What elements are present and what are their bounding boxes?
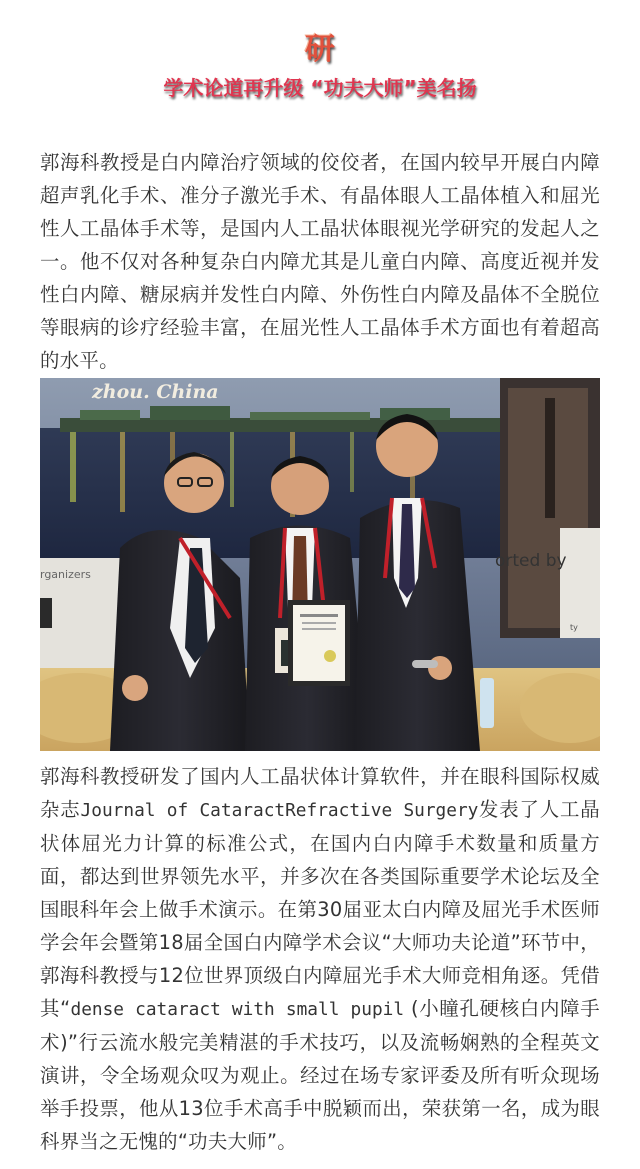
paragraph-achievement-part1: 郭海科教授研发了国内人工晶状体计算软件，并在眼科国际权威杂志 <box>40 765 600 821</box>
award-photo <box>40 378 600 751</box>
paragraph-intro: 郭海科教授是白内障治疗领域的佼佼者，在国内较早开展白内障超声乳化手术、准分子激光手术、有晶体眼人工晶体植入和屈光性人工晶体手术等，是国内人工晶状体眼视光学研究的发起人之一。他不仅对各种复杂白内障尤其是儿童白内障、高度近视并发性白内障、糖尿病并发性白内障、外伤性白内障及晶体不全脱位等眼病的诊疗经验丰富，在屈光性人工晶体手术方面也有着超高的水平。 <box>40 151 600 372</box>
paragraph-achievement-part3: (小瞳孔硬核白内障手术)”行云流水般完美精湛的手术技巧，以及流畅娴熟的全程英文演讲，令全场观众叹为观止。经过在场专家评委及所有听众现场举手投票，他从13位手术高手中脱颖而出，荣获第一名，成为眼科界当之无愧的“功夫大师”。 <box>40 997 600 1153</box>
supported-by-text: orted by <box>495 551 567 571</box>
surgery-english-title: dense cataract with small pupil <box>70 999 405 1020</box>
paragraph-achievement <box>40 760 600 1158</box>
banner-text: zhou. China <box>92 381 219 403</box>
banner-side-text: ty <box>570 623 578 632</box>
section-subtitle: 学术论道再升级 “功夫大师”美名扬 <box>163 76 477 100</box>
certificate <box>288 600 350 686</box>
section-icon-char: 研 <box>305 32 335 67</box>
journal-name: Journal of CataractRefractive Surgery <box>80 800 479 821</box>
section-header <box>0 30 640 102</box>
water-bottle <box>480 678 494 728</box>
paragraph-achievement-part2: 发表了人工晶状体屈光力计算的标准公式，在国内白内障手术数量和质量方面，都达到世界领先水平，并多次在各类国际重要学术论坛及全国眼科年会上做手术演示。在第30届亚太白内障及屈光手术医师学会年会暨第18届全国白内障学术会议“大师功夫论道”环节中，郭海科教授与12位世界顶级白内障屈光手术大师竞相角逐。凭借其“ <box>40 798 600 1020</box>
organizers-text: rganizers <box>40 568 91 581</box>
